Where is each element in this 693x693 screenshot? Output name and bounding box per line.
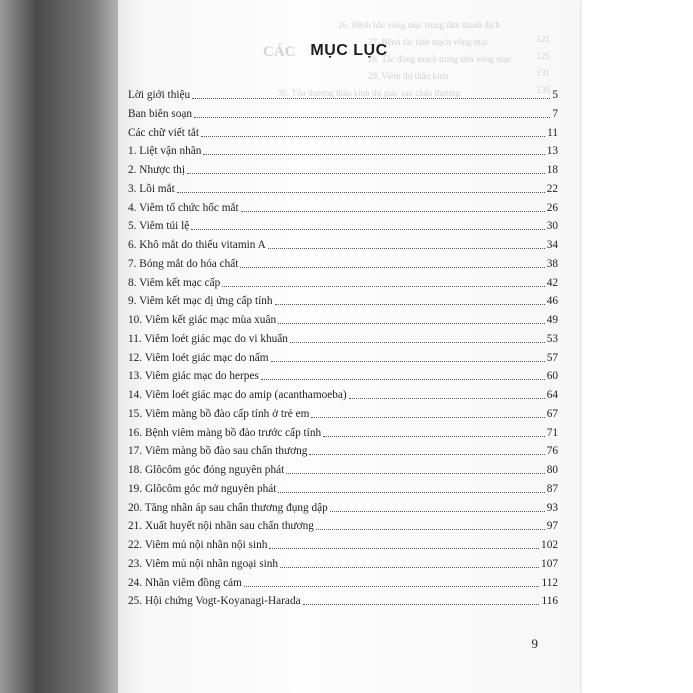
toc-entry-label: 25. Hội chứng Vogt-Koyanagi-Harada [128, 595, 301, 608]
dot-leader [280, 567, 539, 568]
toc-entry-page: 38 [546, 257, 558, 270]
toc-entry[interactable] [128, 536, 558, 552]
toc-entry-page: 71 [546, 426, 558, 439]
toc-entry[interactable] [128, 367, 558, 383]
toc-entry[interactable] [128, 592, 558, 608]
toc-entry-page: 42 [546, 276, 558, 289]
dot-leader [316, 529, 545, 530]
toc-entry[interactable] [128, 480, 558, 496]
toc-entry-label: 5. Viêm túi lệ [128, 220, 190, 233]
toc-entry-page: 18 [546, 164, 558, 176]
toc-entry-label: 17. Viêm màng bồ đào sau chấn thương [128, 445, 308, 458]
toc-entry[interactable] [128, 574, 558, 590]
dot-leader [244, 586, 540, 587]
toc-entry-label: 3. Lồi mắt [128, 182, 175, 195]
toc-entry-label: 15. Viêm màng bồ đào cấp tính ở trẻ em [128, 407, 310, 420]
toc-entry-label: 7. Bỏng mắt do hóa chất [128, 257, 239, 270]
toc-entry-label: Ban biên soạn [128, 107, 193, 120]
toc-entry-label: 10. Viêm kết giác mạc mùa xuân [128, 314, 277, 326]
toc-entry[interactable] [128, 424, 558, 440]
dot-leader [349, 398, 545, 399]
toc-entry-label: 22. Viêm mủ nội nhãn nội sinh [128, 539, 268, 551]
toc-entry-page: 26 [546, 201, 558, 214]
toc-entry-page: 7 [552, 107, 558, 120]
toc-entry-page: 60 [546, 370, 558, 383]
dot-leader [177, 192, 545, 193]
toc-entry[interactable] [128, 405, 558, 421]
toc-entry-page: 34 [546, 239, 558, 251]
toc-entry-page: 102 [541, 539, 558, 551]
toc-entry-page: 87 [546, 482, 558, 495]
toc-entry-page: 53 [546, 332, 558, 345]
dot-leader [278, 492, 544, 493]
toc-entry-page: 112 [541, 576, 558, 589]
toc-entry[interactable] [128, 236, 558, 252]
toc-entry-page: 107 [541, 557, 558, 570]
dot-leader [290, 342, 545, 343]
toc-entry-page: 67 [546, 407, 558, 420]
dot-leader [222, 286, 544, 287]
toc-entry-page: 5 [552, 89, 558, 101]
dot-leader [240, 267, 544, 268]
toc-entry[interactable] [128, 86, 558, 102]
page-title: MỤC LỤC [310, 42, 388, 59]
dot-leader [275, 304, 545, 305]
toc-entry-page: 116 [541, 595, 558, 608]
ghost-page-number: 135 [536, 85, 550, 95]
toc-entry[interactable] [128, 180, 558, 196]
toc-entry-label: 23. Viêm mủ nội nhãn ngoại sinh [128, 557, 279, 570]
dot-leader [330, 511, 545, 512]
toc-entry-page: 11 [547, 126, 558, 139]
ghost-line: 26. Bệnh hắc võng mạc trung tâm thanh dịch [338, 20, 500, 30]
toc-entry[interactable] [128, 311, 558, 327]
toc-entry[interactable] [128, 274, 558, 290]
dot-leader [278, 323, 545, 324]
toc-entry[interactable] [128, 105, 558, 121]
dot-leader [261, 379, 545, 380]
toc-entry-label: 24. Nhãn viêm đồng cảm [128, 576, 242, 589]
toc-entry-label: Lời giới thiệu [128, 89, 191, 101]
toc-entry-page: 46 [546, 295, 558, 308]
toc-entry-page: 30 [546, 220, 558, 233]
book-spine-shadow [0, 0, 122, 693]
ghost-line: 28. Tắc động mạch trung tâm võng mạc [368, 54, 512, 64]
ghost-heading: CÁC [263, 44, 296, 60]
toc-entry-label: 19. Glôcôm góc mở nguyên phát [128, 482, 277, 495]
dot-leader [192, 98, 550, 99]
toc-entry-page: 49 [546, 314, 558, 326]
toc-entry-label: 9. Viêm kết mạc dị ứng cấp tính [128, 295, 273, 308]
toc-entry-page: 93 [546, 501, 558, 514]
dot-leader [309, 454, 544, 455]
toc-entry[interactable] [128, 386, 558, 402]
toc-entry-page: 64 [546, 389, 558, 401]
toc-entry-label: 4. Viêm tổ chức hốc mắt [128, 201, 239, 214]
ghost-page-number: 121 [536, 34, 550, 44]
toc-entry[interactable] [128, 199, 558, 215]
dot-leader [187, 173, 545, 174]
dot-leader [268, 248, 545, 249]
toc-entry[interactable] [128, 142, 558, 158]
page-number: 9 [531, 636, 538, 651]
toc-entry[interactable] [128, 499, 558, 515]
toc-entry[interactable] [128, 217, 558, 233]
dot-leader [269, 548, 539, 549]
book-page [118, 0, 580, 693]
dot-leader [311, 417, 544, 418]
dot-leader [323, 436, 545, 437]
toc-entry-page: 57 [546, 351, 558, 364]
toc-entry-label: 12. Viêm loét giác mạc do nấm [128, 351, 269, 364]
ghost-line: 30. Tổn thương thần kinh thị giác sau chấn thương [278, 88, 461, 98]
toc-entry-page: 97 [546, 520, 558, 533]
toc-entry-label: 14. Viêm loét giác mạc do amip (acanthamoeba) [128, 389, 347, 401]
toc-entry[interactable] [128, 442, 558, 458]
toc-entry[interactable] [128, 517, 558, 533]
toc-entry-label: 16. Bệnh viêm màng bồ đào trước cấp tính [128, 426, 322, 439]
toc-entry[interactable] [128, 292, 558, 308]
toc-entry-page: 80 [546, 464, 558, 476]
dot-leader [286, 473, 544, 474]
toc-entry-label: 2. Nhược thị [128, 164, 185, 176]
toc-entry-label: 1. Liệt vận nhãn [128, 145, 202, 158]
dot-leader [194, 117, 550, 118]
toc-entry-label: 8. Viêm kết mạc cấp [128, 276, 221, 289]
toc-entry-page: 13 [546, 145, 558, 158]
ghost-line: 29. Viêm thị thần kinh [368, 71, 449, 81]
toc-entry-page: 76 [546, 445, 558, 458]
toc-entry[interactable] [128, 124, 558, 140]
dot-leader [303, 604, 540, 605]
toc-entry[interactable] [128, 255, 558, 271]
ghost-page-number: 125 [536, 51, 550, 61]
toc-entry[interactable] [128, 555, 558, 571]
dot-leader [201, 136, 545, 137]
toc-entry-label: Các chữ viết tắt [128, 126, 200, 139]
dot-leader [191, 229, 544, 230]
toc-entry-label: 6. Khô mắt do thiếu vitamin A [128, 239, 266, 251]
ghost-line: 27. Bệnh tắc tĩnh mạch võng mạc [368, 37, 489, 47]
toc-entry[interactable] [128, 330, 558, 346]
ghost-page-number: 131 [536, 68, 550, 78]
dot-leader [271, 361, 545, 362]
toc-entry[interactable] [128, 349, 558, 365]
toc-entry-page: 22 [546, 182, 558, 195]
dot-leader [241, 211, 545, 212]
toc-entry[interactable] [128, 161, 558, 177]
toc-entry-label: 18. Glôcôm góc đóng nguyên phát [128, 464, 285, 476]
toc-entry-label: 11. Viêm loét giác mạc do vi khuẩn [128, 332, 288, 345]
dot-leader [203, 154, 544, 155]
toc-entry-label: 13. Viêm giác mạc do herpes [128, 370, 259, 383]
toc-entry-label: 21. Xuất huyết nội nhãn sau chấn thương [128, 520, 314, 533]
background [580, 0, 693, 693]
toc-entry-label: 20. Tăng nhãn áp sau chấn thương đụng dập [128, 501, 328, 514]
toc-entry[interactable] [128, 461, 558, 477]
